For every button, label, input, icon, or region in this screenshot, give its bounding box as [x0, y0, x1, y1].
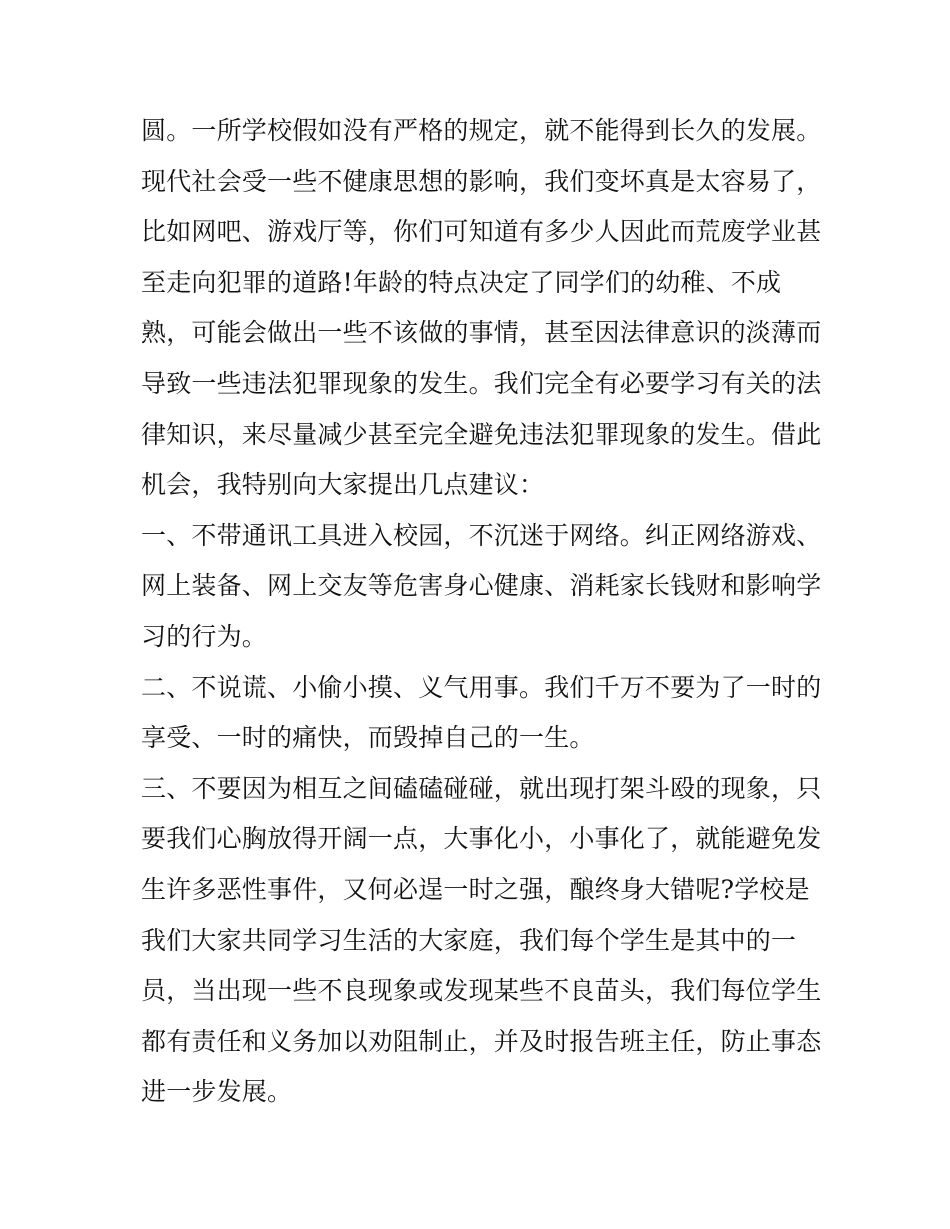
text-line: 一、不带通讯工具进入校园，不沉迷于网络。纠正网络游戏、	[141, 520, 822, 550]
text-line: 享受、一时的痛快，而毁掉自己的一生。	[141, 723, 595, 753]
text-line: 至走向犯罪的道路!年龄的特点决定了同学们的幼稚、不成	[141, 267, 782, 297]
text-line: 三、不要因为相互之间磕磕碰碰，就出现打架斗殴的现象，只	[141, 773, 822, 803]
text-line: 二、不说谎、小偷小摸、义气用事。我们千万不要为了一时的	[141, 672, 822, 702]
text-line: 都有责任和义务加以劝阻制止，并及时报告班主任，防止事态	[141, 1026, 822, 1056]
text-line: 习的行为。	[141, 621, 268, 651]
text-line: 比如网吧、游戏厅等，你们可知道有多少人因此而荒废学业甚	[141, 217, 822, 247]
text-line: 现代社会受一些不健康思想的影响，我们变坏真是太容易了，	[141, 166, 822, 196]
text-line: 进一步发展。	[141, 1077, 293, 1107]
text-line: 圆。一所学校假如没有严格的规定，就不能得到长久的发展。	[141, 116, 822, 145]
text-line: 网上装备、网上交友等危害身心健康、消耗家长钱财和影响学	[141, 571, 822, 601]
text-line: 要我们心胸放得开阔一点，大事化小，小事化了，就能避免发	[141, 824, 822, 854]
body-text	[141, 106, 821, 1118]
text-line: 我们大家共同学习生活的大家庭，我们每个学生是其中的一	[141, 925, 797, 955]
text-line: 机会，我特别向大家提出几点建议：	[141, 470, 545, 500]
text-line: 生许多恶性事件，又何必逞一时之强，酿终身大错呢?学校是	[141, 874, 810, 904]
text-line: 熟，可能会做出一些不该做的事情，甚至因法律意识的淡薄而	[141, 318, 822, 348]
text-line: 员，当出现一些不良现象或发现某些不良苗头，我们每位学生	[141, 976, 822, 1006]
text-line: 律知识，来尽量减少甚至完全避免违法犯罪现象的发生。借此	[141, 419, 822, 449]
text-line: 导致一些违法犯罪现象的发生。我们完全有必要学习有关的法	[141, 368, 822, 398]
